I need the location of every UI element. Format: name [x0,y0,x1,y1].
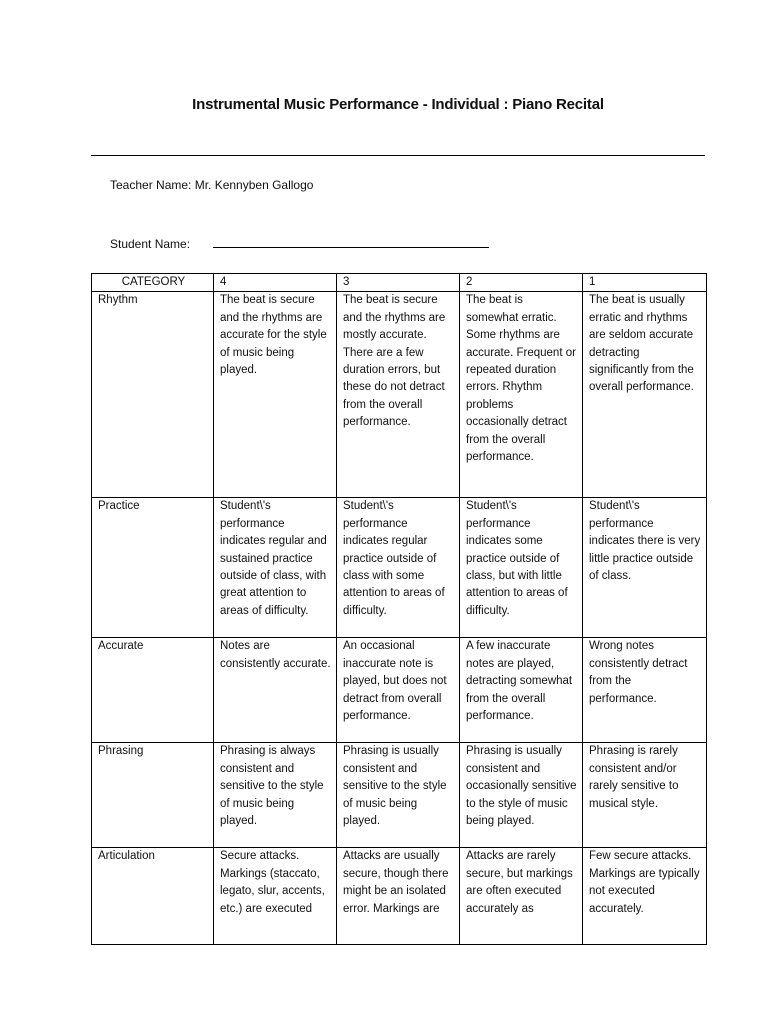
score-2-cell: Student\'s performance indicates some practice outside of class, but with little attention to areas of difficulty. [460,498,583,638]
score-1-cell: Student\'s performance indicates there is very little practice outside of class. [583,498,707,638]
score-4-cell: Phrasing is always consistent and sensitive to the style of music being played. [214,743,337,848]
score-1-cell: The beat is usually erratic and rhythms are seldom accurate detracting significantly from the overall performance. [583,292,707,498]
score-2-cell: The beat is somewhat erratic. Some rhythms are accurate. Frequent or repeated duration errors. Rhythm problems occasionally detract from the overall performance. [460,292,583,498]
header-score-1: 1 [583,274,707,292]
score-4-cell: Secure attacks. Markings (staccato, legato, slur, accents, etc.) are executed [214,848,337,945]
rubric-row-articulation [92,848,707,945]
score-3-cell: Phrasing is usually consistent and sensitive to the style of music being played. [337,743,460,848]
title-divider [91,155,705,156]
category-cell: Practice [92,498,214,638]
category-cell: Articulation [92,848,214,945]
rubric-row-phrasing [92,743,707,848]
header-score-2: 2 [460,274,583,292]
category-cell: Rhythm [92,292,214,498]
score-4-cell: Student\'s performance indicates regular and sustained practice outside of class, with great attention to areas of difficulty. [214,498,337,638]
score-4-cell: The beat is secure and the rhythms are accurate for the style of music being played. [214,292,337,498]
category-cell: Accurate [92,638,214,743]
student-name-blank [213,236,489,248]
rubric-row-practice [92,498,707,638]
rubric-row-accurate [92,638,707,743]
page-title: Instrumental Music Performance - Individual : Piano Recital [192,96,604,113]
header-category: CATEGORY [92,274,214,292]
score-3-cell: An occasional inaccurate note is played, but does not detract from overall performance. [337,638,460,743]
student-name-label: Student Name: [110,237,191,251]
score-2-cell: Phrasing is usually consistent and occasionally sensitive to the style of music being played. [460,743,583,848]
header-score-4: 4 [214,274,337,292]
score-1-cell: Wrong notes consistently detract from the performance. [583,638,707,743]
score-4-cell: Notes are consistently accurate. [214,638,337,743]
header-score-3: 3 [337,274,460,292]
category-cell: Phrasing [92,743,214,848]
score-2-cell: A few inaccurate notes are played, detracting somewhat from the overall performance. [460,638,583,743]
rubric-header-row [92,274,707,292]
rubric-table [91,273,707,945]
score-1-cell: Phrasing is rarely consistent and/or rarely sensitive to musical style. [583,743,707,848]
rubric-row-rhythm [92,292,707,498]
score-3-cell: The beat is secure and the rhythms are mostly accurate. There are a few duration errors, but these do not detract from the overall performance. [337,292,460,498]
score-3-cell: Student\'s performance indicates regular practice outside of class with some attention to areas of difficulty. [337,498,460,638]
student-name-row [110,236,489,251]
teacher-name: Teacher Name: Mr. Kennyben Gallogo [110,178,314,192]
score-2-cell: Attacks are rarely secure, but markings are often executed accurately as [460,848,583,945]
score-1-cell: Few secure attacks. Markings are typically not executed accurately. [583,848,707,945]
score-3-cell: Attacks are usually secure, though there might be an isolated error. Markings are [337,848,460,945]
